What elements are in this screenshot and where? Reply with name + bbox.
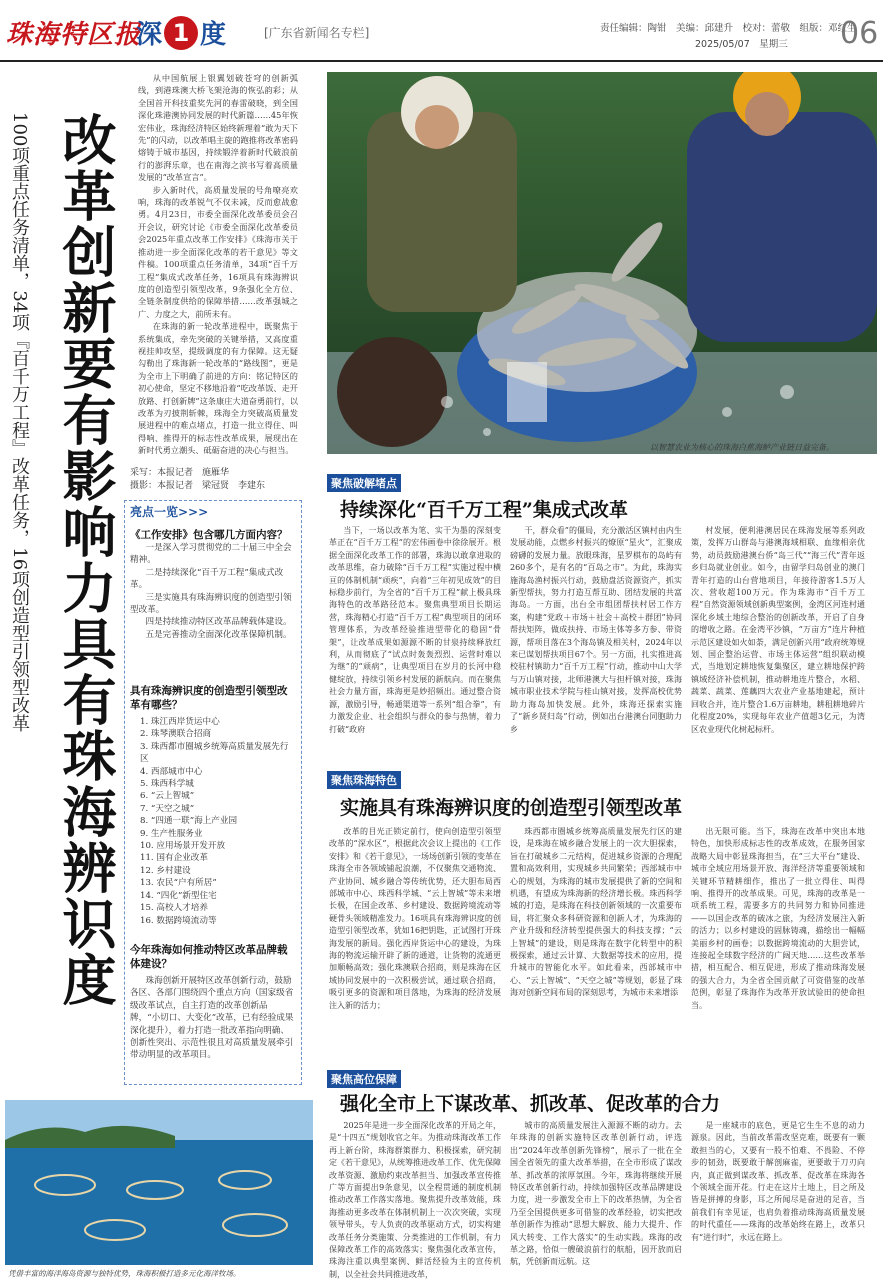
list-item: 2. 珠琴澳联合招商	[140, 729, 212, 740]
reporter-credit: 采写：本报记者 施雁华	[130, 468, 230, 478]
question-heading: 具有珠海辨识度的创造型引领型改革有哪些？	[130, 685, 288, 711]
question-heading: 今年珠海如何推动特区改革品牌载体建设？	[130, 944, 288, 970]
list-item: 16. 数据跨境流动等	[140, 915, 217, 926]
list-item: 11. 国有企业改革	[140, 853, 208, 864]
highlights-title: 亮点一览>>>	[130, 505, 209, 519]
section-3-col-2: 城市的高质量发展注入源源不断的动力。去年珠海的创新实施特区改革创新行动，评选出“2024年改革创新先锋榜”，展示了一批在全国全省领先的重大改革举措，在全市形成了谋改革、抓改革的浓厚氛围。今年，珠海将继续开展特区改革创新行动，持续加强特区改革品牌建设力度，进一步激发全市上下的改革热情，为全省乃至全国提供更多可借鉴的改革经验，切实把改革创新作为推动“思想大解放、能力大提升、作风大转变、工作大落实”的生动实践。珠海的改革之路，恰似一艘破浪前行的航船，因开放而启航，凭创新而远航。这	[510, 1121, 682, 1267]
newspaper-logo: 珠海特区报	[6, 20, 142, 50]
main-headline: 改革创新要有影响力具有珠海辨识度	[54, 112, 118, 1008]
editor-credits: 责任编辑：陶钳 美编：邱建升 校对：蕾敬 组版：邓红生	[600, 23, 857, 34]
section-1-label: 聚焦破解堵点	[327, 474, 401, 492]
answer-item: 二是持续深化“百千万工程”集成式改革。	[130, 567, 284, 591]
sub-headline: 100项重点任务清单，34项『百千万工程』改革任务，16项创造型引领型改革	[9, 112, 30, 733]
section-number-badge: 1	[164, 16, 198, 50]
section-name-a: 深	[136, 20, 163, 50]
intro-paragraph: 从中国航展上银翼划破苍穹的创新弧线，到港珠澳大桥飞架沧海的恢弘韵彩；从全国首开科技重奖先河的春雷破晓，到全国深化珠港澳协同发展的时代新篇……45年恢宏伟业，珠海经济特区始终新理着“敢为天下先”的闪动，以改革唱主旋的跑推将改革密码熔铸于城市基因，持续锻淬着新时代破浪前行的澎湃乐章，也在南海之滨书写着高质量发展的“改革宣言”。	[138, 73, 298, 183]
column-tagline: [广东省新闻名专栏]	[264, 26, 370, 40]
masthead	[0, 0, 883, 60]
list-item: 3. 珠西都市圈城乡统筹高质量发展先行区	[140, 741, 289, 765]
answer-text: 珠海创新开展特区改革创新行动，鼓励各区、各部门围绕四个重点方向（国家级省级改革试点，自主打造的改革创新品牌，“小切口、大变化”改革，已有经验成果深化提升），着力打造一批改革指向明确、创新性突出、示范性很且对高质量发展牵引带动明显的改革项目。	[130, 976, 294, 1061]
list-item: 9. 生产性服务业	[140, 828, 203, 839]
section-2-title: 实施具有珠海辨识度的创造型引领型改革	[340, 797, 683, 819]
section-1-col-1: 当下，一场以改革为笔、实干为墨的深刻变革正在“百千万工程”的宏伟画卷中徐徐展开。根据全面深化改革工作的部署，珠海以敢拿进取的改革思维，奋力破除“百千万工程”实施过程中横亘的体制机制“顽疾”，向着“三年初见成效”的目标稳步前行，为全省的“百千万工程”献上极具珠海特色的改革路径范本。聚焦典型项目长期运营，珠海精心打造“百千万工程”典型项目的闭环管理体系，为改革经验推进型带化的稳固“骨架”，让改革成果如源源不断的甘泉持续释放红利，从而彻底了“试点时轰轰烈烈、运营时难以为继”的“顽病”，让典型项目在岁月的长河中稳健绽放，持续引领乡村发展的新航向。而在聚焦社会力量方面，珠海更是妙招频出。通过整合资源，激励引导，畅通渠道等一系列“组合拳”，有力激发企业、社会组织与群众的参与热情，着力打破“政府	[329, 526, 501, 734]
small-photo-caption: 凭借丰富的海洋海岛资源与独特优势，珠海积极打造多元化海洋牧场。	[8, 1269, 241, 1278]
section-3-col-3: 是一座城市的底色，更是它生生不息的动力源泉。因此，当前改革需改坚克难，既要有一颗敢担当的心，又要有一股不怕难、不畏险、不停步的韧劲，既要敢于解剖麻雀，更要敢于刀刃向内，真正做到谋改革、抓改革、促改革在珠海各个领域全面开花。行走在这片土地上，目之所及皆是拼搏的身影，耳之所闻尽是奋进的足音，当前我们有幸见证，也肩负着推动珠海高质量发展的时代重任——珠海的改革始终在路上，改革只有“进行时”，永远在路上。	[691, 1121, 865, 1242]
fish-harvest-photo	[327, 72, 877, 454]
ocean-ranch-photo	[5, 1100, 313, 1265]
list-item: 8. “四通一联”海上产业园	[140, 816, 238, 827]
list-item: 10. 应用场景开发开放	[140, 841, 226, 852]
reform-list	[130, 716, 296, 927]
list-item: 4. 西部城市中心	[140, 766, 203, 777]
list-item: 13. 农民“户有所居”	[140, 878, 217, 889]
photographer-credit: 摄影：本报记者 梁冠贤 李建东	[130, 481, 266, 491]
list-item: 7. “天空之城”	[140, 803, 195, 814]
question-heading: 《工作安排》包含哪几方面内容？	[130, 529, 288, 541]
intro-paragraph: 在珠海的新一轮改革进程中，既聚焦于系统集成，牵先突破的关键举措，又高度重视挂帅攻坚，提级调度的有力保障。这无疑勾勒出了珠海新一轮改革的“路线图”，更是为全市上下明确了前进的方向：铭记特区的初心使命，坚定不移地沿着“吃改革饭、走开放路、打创新牌”这条康庄大道奋勇前行，以改革为刃披荆斩棘，珠海全力突破高质量发展进程中的难点堵点，打造一批立得住、叫得响、推得开的标志性改革成果，展现出在新时代勇立潮头、砥砺奋进的决心与担当。	[138, 321, 298, 456]
ocean-ranch-illustration	[5, 1100, 313, 1265]
highlights-q1	[130, 528, 296, 641]
answer-item: 一是深入学习贯彻党的二十届三中全会精神。	[130, 543, 292, 566]
list-item: 12. 乡村建设	[140, 865, 191, 876]
list-item: 1. 珠江西岸货运中心	[140, 717, 220, 727]
answer-item: 三是实施具有珠海辨识度的创造型引领型改革。	[130, 592, 292, 616]
main-photo-caption: 以智慧农业为核心的珠海白蕉海鲈产业链日益完备。	[650, 443, 834, 452]
highlights-q3	[130, 943, 296, 1062]
intro-text	[138, 72, 298, 457]
section-2-col-3: 出无限可能。当下，珠海在改革中突出本地特色，加快形成标志性的改革成效，在服务国家战略大局中彰显珠海担当，在“三大平台”建设、城市全域应用场景开放、海洋经济等重要领域和关键环节精耕细作，推出了一批立得住、叫得响、推得开的改革成果。可见，珠海的改革是一项系统工程，需要多方的共同努力和协同推进——以国企改革的破冰之旅，为经济发展注入新的活力；以乡村建设的固脉铸魂，描绘出一幅幅美丽乡村的画卷；以数据跨境流动的大胆尝试，连接起全球数字经济的广阔天地……这些改革举措，相互配合、相互促进，形成了推动珠海发展的强大合力，为全省全国贡献了可资借鉴的改革范例，彰显了珠海作为改革开放试验田的使命担当。	[691, 827, 865, 1010]
section-1-title: 持续深化“百千万工程”集成式改革	[340, 499, 628, 521]
byline	[130, 467, 300, 493]
answer-item: 五是完善推动全面深化改革保障机制。	[145, 629, 292, 640]
intro-paragraph: 步入新时代，高质量发展的号角嘹亮欢响，珠海的改革锐气不仅未减，反而愈战愈勇。4月23日，市委全面深化改革委员会召开会议，研究讨论《市委全面深化改革委员会2025年重点改革工作安排》《珠海市关于推动进一步全面深化改革的若干意见》等文件稿。100项重点任务清单，34项“百千万工程”集成式改革任务，16项具有珠海辨识度的创造型引领型改革，9条强化全方位、全链条制度供给的保障举措……改革强城之广、力度之大，前所未有。	[138, 184, 298, 319]
section-3-label: 聚焦高位保障	[327, 1070, 401, 1088]
section-1-col-2: 干，群众看”的僵局，充分激活区镇村由内生发展动能，点燃乡村振兴的燎原“星火”，汇聚成磅礴的发展力量。放眼珠海，星罗棋布的岛屿有260多个，是有名的“百岛之市”。为此，珠海实施海岛渔村振兴行动，鼓励盘活资源资产，抓实新型帮扶，努力打造互帮互助、团结发展的共富海岛。一方面，出台全市组团帮扶村居工作方案，构建“党政＋市场＋社会＋高校＋群团”协同帮扶矩阵，做成扶持、市场主体等多方参、带资源，帮项目落在3个海岛镇及相关村，2024年以来已谋划帮扶项目67个。另一方面，扎实推进高校驻村镇助力“百千万工程”行动，推动中山大学与万山镇对接，北师港澳大与担杆镇对接，珠海城市职业技术学院与桂山镇对接，发挥高校优势助力海岛加快发展。此外，珠海还探索实施了“新乡贤归岛”行动，例如出台港澳台同胞助力乡	[510, 526, 682, 734]
list-item: 5. 珠西科学城	[140, 779, 194, 790]
answer-item: 四是持续推动特区改革品牌载体建设。	[145, 617, 292, 628]
section-2-col-2: 珠西都市圈城乡统筹高质量发展先行区的建设，是珠海在城乡融合发展上的一次大胆探索，旨在打破城乡二元结构，促进城乡资源的合理配置和高效利用，实现城乡共同繁荣；西部城市中心的规划，为珠海的城市发展提供了新的空间和机遇，有望成为珠海新的经济增长极。珠西科学城的打造，是珠海在科技创新领域的一次重要布局，将汇聚众多科研资源和创新人才，为珠海的产业升级和经济转型提供强大的科技支撑；“云上智城”的建设，则是珠海在数字化转型中的积极探索，通过云计算、大数据等技术的应用，提升城市的智能化水平。如此看来，西部城市中心、“云上智城”、“天空之城”等规划，彰显了珠海对创新空间布局的深刻思考，为城市未来增添	[510, 827, 682, 998]
header-divider	[0, 60, 883, 62]
section-name	[136, 14, 226, 51]
page-number: 06	[840, 16, 879, 51]
fish-harvest-illustration	[327, 72, 877, 454]
section-3-title: 强化全市上下谋改革、抓改革、促改革的合力	[340, 1093, 721, 1115]
issue-date: 2025/05/07 星期三	[695, 39, 788, 50]
section-name-b: 度	[200, 20, 227, 50]
highlights-q2	[130, 684, 296, 927]
list-item: 14. “四化”新型住宅	[140, 890, 217, 901]
section-2-col-1: 改革的目光正锁定前行，使向创造型引领型改革的“深水区”，根据此次会议上提出的《工作安排》和《若干意见》，一场场创新引领的变革在珠海全市各领域铺起浪潮，不仅聚焦交通物流、产业协同、城乡融合等传统优势，还大胆布局西部城市中心、珠西科学城、“云上智城”等未来增长极，在国企改革、乡村建设、数据跨境流动等硬骨头领域精准发力。16项具有珠海辨识度的创造型引领型改革，犹如16把钥匙，正试图打开珠海发展的新局。强化西岸货运中心的建设，为珠海的物流运输开辟了新的通道，让货物的流通更加顺畅高效；强化珠澳联合招商，则是珠海在区域协同发展中的一次积极尝试，通过联合招商，吸引更多的资源和项目落地，为珠海的经济发展注入新的活力；	[329, 827, 501, 1010]
section-1-col-3: 村发展，便利港澳居民在珠海发展等系列政策，发挥万山群岛与港澳海域相联、血缘相亲优势，动员鼓励港澳台侨“岛三代”“海三代”青年返乡归岛就业创业。如今，由留学归岛创业的澳门青年打造的山台营地项目，年接待游客1.5万人次、营收超100万元。作为珠海市“百千万工程”自然资源领域创新典型案例，金湾区河连村通深化乡域土地综合整治的创新改革，开启了自身的增收之路。在金湾平沙镇，“万亩方”连片种植示范区建设如火如荼，满足创新兴用“政府统筹规划、国企整治运营、市场主体运营”组织联动模式，当地划定耕地恢复集聚区，建立耕地保护跨镇域经济补偿机制，推动耕地连片整合，水稻、蔬菜、蔬菜、莲藕四大农业产业基地建起，预计回收合并，连片整合1.6万亩耕地，耕租耕地碎片化程度20%，实现每年农业产值超3亿元，为湾区农业现代化树起标杆。	[691, 526, 865, 734]
list-item: 6. “云上智城”	[140, 791, 195, 802]
list-item: 15. 高校人才培养	[140, 903, 208, 914]
section-3-col-1: 2025年是进一步全面深化改革的开局之年，是“十四五”规划收官之年。为推动珠海改革工作再上新台阶，珠海群策群力、积极探索，研究制定《若干意见》，从统筹推进改革工作、优先保障改革资源、激励约束改革担当、加强改革宣传推广等方面提出9条意见，以全程贯通的制度机制推动改革工作落实落地。聚焦提升改革效能，珠海推动更多改革在体制机制上一次次突破，实现领导带头，专人负责的改革驱动方式，切实构建改革任务分类施策、分类推进的工作机制，有力保障改革工作的高效落实；聚焦强化改革宣传，珠海注重以典型案例、鲜活经验为主的宣传机制，以全社会共同推进改革，	[329, 1121, 501, 1279]
section-2-label: 聚焦珠海特色	[327, 771, 401, 789]
